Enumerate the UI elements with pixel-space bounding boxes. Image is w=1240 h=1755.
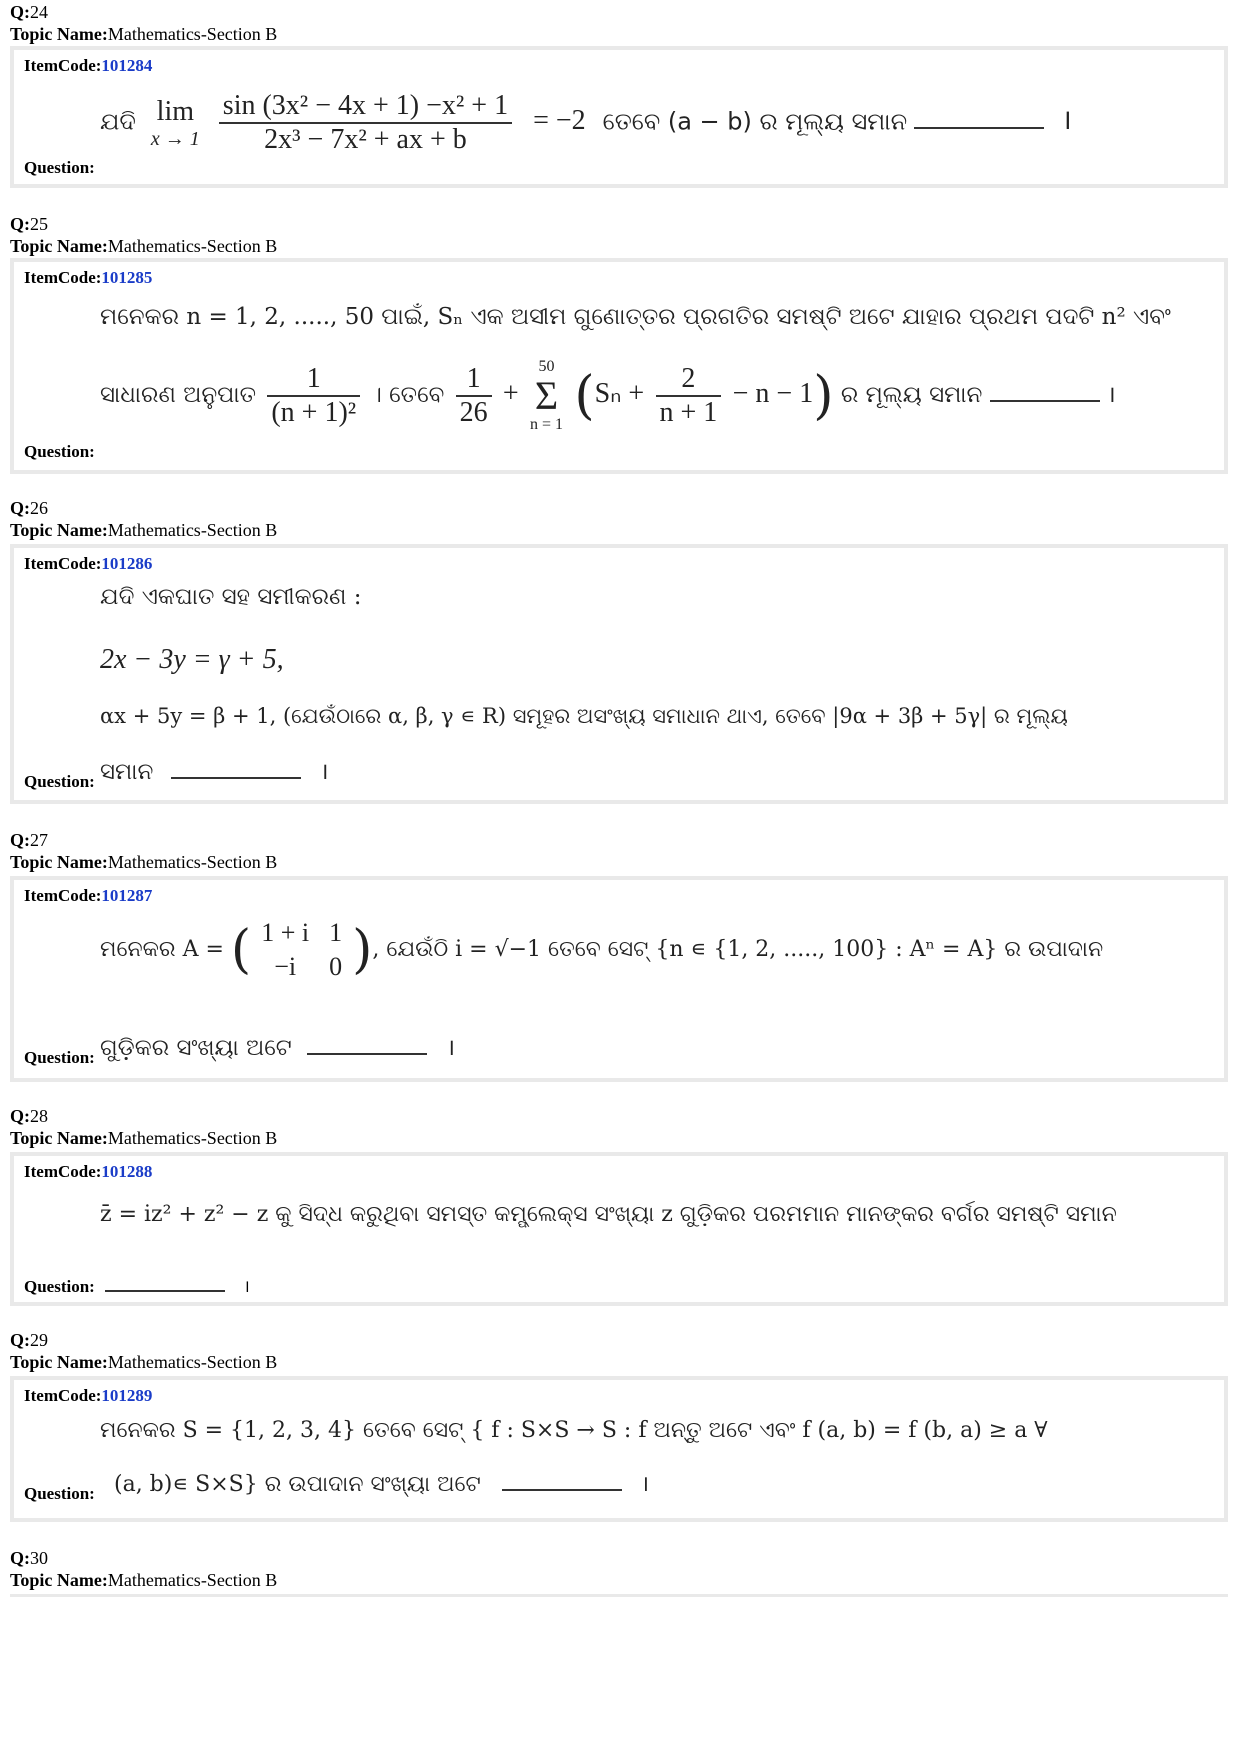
question-text-24: ଯଦି lim x → 1 $\frac{\text{sin (3x² − 4x + 1) −x² + 1}}{\text{2x³ − 7x² + ax + b}}$ = −2 ତେବେ (a − b) ର ମୂଲ୍ୟ ସମାନ । [100, 90, 1072, 155]
question-box-28 [10, 1152, 1228, 1306]
answer-blank-27[interactable] [307, 1053, 427, 1055]
topic-name-25: Topic Name:Mathematics-Section B [10, 236, 278, 256]
question-label-26: Question: [24, 772, 95, 791]
question-label-27: Question: [24, 1048, 95, 1067]
question-label-28: Question: । [24, 1277, 250, 1296]
question-label-29: Question: [24, 1484, 95, 1503]
question-box-27 [10, 876, 1228, 1082]
matrix-A: 1 + i 1 −i 0 [261, 918, 343, 981]
question-line2-29: (a, b)∊ S×S} ର ଉପାଦାନ ସଂଖ୍ୟା ଅଟେ । [114, 1472, 650, 1497]
answer-blank-26[interactable] [171, 777, 301, 779]
itemcode-28: ItemCode:101288 [24, 1162, 153, 1181]
answer-blank-28[interactable] [105, 1290, 225, 1292]
itemcode-27: ItemCode:101287 [24, 886, 153, 905]
question-box-30-top [10, 1594, 1228, 1597]
question-label-24: Question: [24, 158, 95, 177]
itemcode-26: ItemCode:101286 [24, 554, 153, 573]
itemcode-25: ItemCode:101285 [24, 268, 153, 287]
question-number-25: Q:25 [10, 214, 48, 234]
topic-name-30: Topic Name:Mathematics-Section B [10, 1570, 278, 1590]
itemcode-24: ItemCode:101284 [24, 56, 153, 75]
question-line4-26: ସମାନ । [100, 759, 329, 785]
question-number-26: Q:26 [10, 498, 48, 518]
question-line1-27: ମନେକର A = ( 1 + i 1 −i 0 ), ଯେଉଁଠି i = √−1 ତେବେ ସେଟ୍ {n ∊ {1, 2, ....., 100} : Aⁿ = A} ର ଉପାଦାନ [100, 916, 1103, 984]
question-number-27: Q:27 [10, 830, 48, 850]
topic-name-27: Topic Name:Mathematics-Section B [10, 852, 278, 872]
question-number-30: Q:30 [10, 1548, 48, 1568]
question-box-26 [10, 544, 1228, 804]
question-box-29 [10, 1376, 1228, 1522]
question-number-24: Q:24 [10, 2, 48, 22]
question-number-28: Q:28 [10, 1106, 48, 1126]
question-line2-25: ସାଧାରଣ ଅନୁପାତ $\frac{1}{\text{(n + 1)²}}$ । ତେବେ $\frac{1}{26}$ + 50 Σ n = 1 (Sₙ + $\frac{2}{n + 1}$ − n − 1) ର ମୂଲ୍ୟ ସମାନ । [100, 358, 1116, 433]
question-line1-29: ମନେକର S = {1, 2, 3, 4} ତେବେ ସେଟ୍ { f : S×S → S : f ଅନ୍ତୁ ଅଟେ ଏବଂ f (a, b) = f (b, a) ≥ a ∀ [100, 1418, 1048, 1443]
topic-name-26: Topic Name:Mathematics-Section B [10, 520, 278, 540]
question-line1-25: ମନେକର n = 1, 2, ....., 50 ପାଇଁ, Sₙ ଏକ ଅସୀମ ଗୁଣୋତ୍ତର ପ୍ରଗତିର ସମଷ୍ଟି ଅଟେ ଯାହାର ପ୍ରଥମ ପଦଟି n² ଏବଂ [100, 304, 1171, 330]
question-number-29: Q:29 [10, 1330, 48, 1350]
question-box-24 [10, 46, 1228, 188]
topic-name-28: Topic Name:Mathematics-Section B [10, 1128, 278, 1148]
answer-blank-25[interactable] [990, 400, 1100, 402]
question-line1-28: z̄ = iz² + z² − z କୁ ସିଦ୍ଧ କରୁଥିବା ସମସ୍ତ କମ୍ପ୍ଲେକ୍ସ ସଂଖ୍ୟା z ଗୁଡ଼ିକର ପରମମାନ ମାନଙ୍କର ବର୍ଗର ସମଷ୍ଟି ସମାନ [100, 1202, 1117, 1227]
question-line1-26: ଯଦି ଏକଘାତ ସହ ସମୀକରଣ : [100, 584, 362, 610]
answer-blank-24[interactable] [914, 127, 1044, 129]
topic-name-24: Topic Name:Mathematics-Section B [10, 24, 278, 44]
question-line3-26: αx + 5y = β + 1, (ଯେଉଁଠାରେ α, β, γ ∊ R) ସମୂହର ଅସଂଖ୍ୟ ସମାଧାନ ଥାଏ, ତେବେ |9α + 3β + 5γ| ର ମୂଲ୍ୟ [100, 704, 1068, 728]
question-line2-27: ଗୁଡ଼ିକର ସଂଖ୍ୟା ଅଟେ । [100, 1035, 456, 1061]
question-label-25: Question: [24, 442, 95, 461]
itemcode-29: ItemCode:101289 [24, 1386, 153, 1405]
question-line2-26: 2x − 3y = γ + 5, [100, 644, 284, 675]
topic-name-29: Topic Name:Mathematics-Section B [10, 1352, 278, 1372]
answer-blank-29[interactable] [502, 1489, 622, 1491]
question-box-25 [10, 258, 1228, 474]
